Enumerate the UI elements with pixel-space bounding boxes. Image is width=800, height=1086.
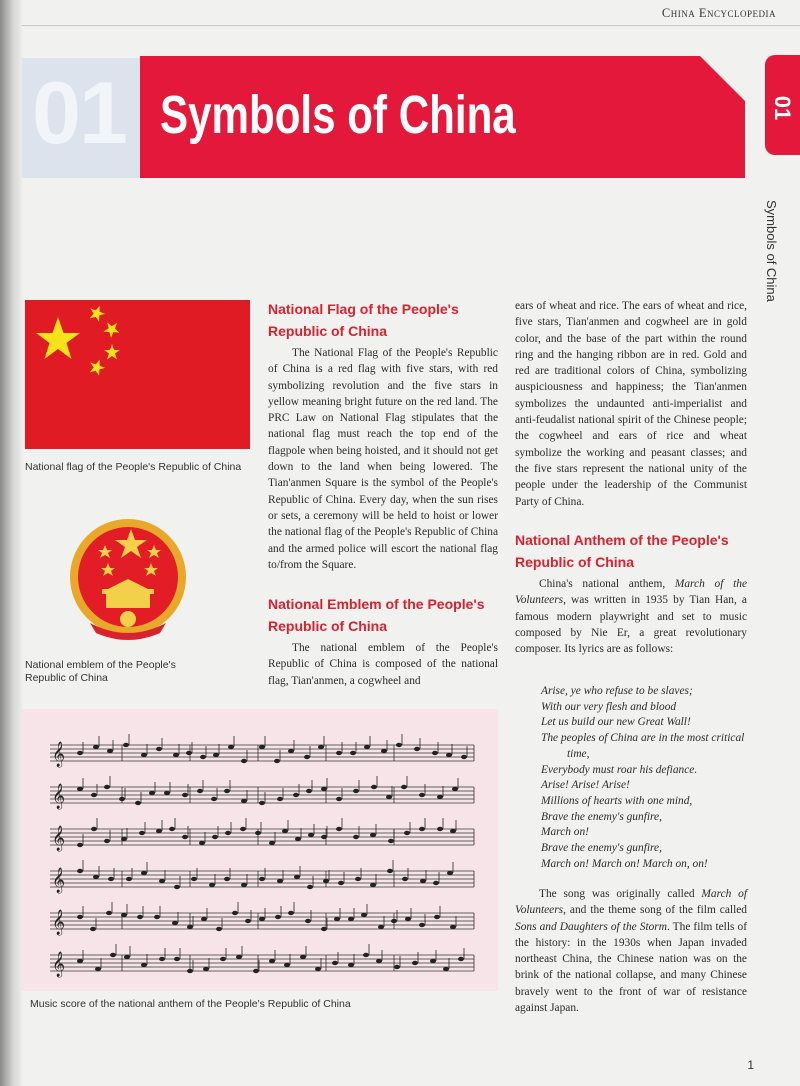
note-head — [90, 927, 96, 931]
note-head — [304, 755, 310, 759]
note-head — [275, 915, 281, 919]
note-head — [419, 923, 425, 927]
page-number: 1 — [747, 1058, 754, 1072]
anthem-lyrics — [515, 684, 747, 872]
note-head — [232, 911, 238, 915]
anthem-outro-text-3: . The film tells of the history: in the 1930s when Japan invaded northeast China, the Chinese nation was on the brink of the national collapse, and many Chinese bravely went to the front of war of resistance against Japan. — [515, 920, 747, 1015]
note-head — [450, 925, 456, 929]
note-head — [277, 879, 283, 883]
note-head — [123, 743, 129, 747]
lyric-line: With our very flesh and blood — [541, 700, 677, 713]
note-head — [107, 749, 113, 753]
note-head — [174, 885, 180, 889]
note-head — [141, 871, 147, 875]
running-header: China Encyclopedia — [661, 6, 776, 20]
lyric-line: Brave the enemy's gunfire, — [541, 810, 662, 823]
note-head — [135, 801, 141, 805]
note-head — [412, 961, 418, 965]
lyric-line: Arise! Arise! Arise! — [541, 779, 630, 792]
note-head — [332, 961, 338, 965]
note-head — [186, 751, 192, 755]
lyric-line: March on! March on! March on, on! — [541, 857, 708, 870]
note-head — [401, 785, 407, 789]
note-head — [450, 829, 456, 833]
note-head — [419, 827, 425, 831]
note-head — [77, 869, 83, 873]
note-head — [199, 841, 205, 845]
note-head — [371, 785, 377, 789]
note-head — [338, 881, 344, 885]
note-head — [447, 871, 453, 875]
note-head — [156, 747, 162, 751]
treble-clef-icon: 𝄞 — [52, 868, 66, 893]
anthem-outro-text: The song was originally called — [539, 888, 702, 900]
note-head — [336, 751, 342, 755]
note-head — [396, 743, 402, 747]
note-head — [420, 879, 426, 883]
treble-clef-icon: 𝄞 — [52, 952, 66, 977]
note-head — [361, 913, 367, 917]
music-staff — [50, 776, 474, 809]
note-head — [139, 831, 145, 835]
treble-clef-icon: 𝄞 — [52, 826, 66, 851]
lyric-line: The peoples of China are in the most critical time, — [541, 732, 745, 760]
note-head — [433, 881, 439, 885]
note-head — [228, 745, 234, 749]
note-head — [201, 917, 207, 921]
note-head — [305, 919, 311, 923]
note-head — [295, 837, 301, 841]
emblem-caption-line1: National emblem of the People's — [25, 659, 176, 671]
note-head — [253, 969, 259, 973]
note-head — [220, 957, 226, 961]
note-head — [156, 829, 162, 833]
lyric-line: March on! — [541, 826, 589, 839]
note-head — [402, 877, 408, 881]
emblem-section-paragraph: The national emblem of the People's Republic of China is composed of the national flag, Tian'anmen, a cogwheel and — [268, 642, 498, 687]
note-head — [321, 927, 327, 931]
note-head — [378, 925, 384, 929]
note-head — [164, 791, 170, 795]
national-emblem-image — [68, 515, 188, 640]
note-head — [269, 959, 275, 963]
note-head — [321, 787, 327, 791]
music-staff — [50, 734, 474, 767]
note-head — [404, 831, 410, 835]
note-head — [370, 883, 376, 887]
treble-clef-icon: 𝄞 — [52, 910, 66, 935]
note-head — [348, 963, 354, 967]
note-head — [121, 837, 127, 841]
header-rule — [22, 25, 800, 26]
note-head — [77, 843, 83, 847]
note-head — [437, 827, 443, 831]
music-staff — [50, 818, 474, 851]
note-head — [104, 785, 110, 789]
note-head — [187, 925, 193, 929]
note-head — [169, 827, 175, 831]
note-head — [348, 917, 354, 921]
note-head — [121, 913, 127, 917]
note-head — [159, 879, 165, 883]
note-head — [106, 911, 112, 915]
emblem-section-continued — [515, 298, 747, 510]
anthem-intro — [515, 576, 747, 657]
music-staff — [50, 944, 474, 977]
note-head — [224, 789, 230, 793]
note-head — [259, 745, 265, 749]
note-head — [353, 835, 359, 839]
note-head — [300, 955, 306, 959]
note-head — [159, 957, 165, 961]
note-head — [269, 841, 275, 845]
note-head — [95, 967, 101, 971]
flag-section-heading-line1: National Flag of the People's — [268, 301, 459, 317]
note-head — [209, 883, 215, 887]
note-head — [200, 755, 206, 759]
note-head — [306, 789, 312, 793]
anthem-title: March of the Volunteers — [515, 578, 747, 607]
note-head — [308, 833, 314, 837]
note-head — [350, 751, 356, 755]
note-head — [141, 963, 147, 967]
note-head — [376, 959, 382, 963]
note-head — [77, 959, 83, 963]
lyric-line: Millions of hearts with one mind, — [541, 794, 693, 807]
note-head — [437, 795, 443, 799]
note-head — [182, 835, 188, 839]
note-head — [288, 911, 294, 915]
note-head — [191, 877, 197, 881]
note-head — [386, 795, 392, 799]
emblem-continued-paragraph: ears of wheat and rice. The ears of wheat and rice, five stars, Tian'anmen and cogwheel are in gold color, and the base of the part within the round ring and the hanging ribbon are in red. Gold and red are traditional colors of China, symbolizing auspiciousness and happiness; the Tian'anmen symbolizes the undaunted anti-imperialist and anti-feudalist national spirit of the Chinese people; the cogwheel and ears of rice and wheat symbolize the working and peasant classes; and the five stars represent the national unity of the people under the leadership of the Communist Party of China. — [515, 300, 747, 508]
national-flag-image — [25, 300, 250, 449]
note-head — [355, 877, 361, 881]
side-chapter-label: Symbols of China — [764, 200, 779, 302]
emblem-section-body — [268, 640, 498, 689]
lyric-line: Everybody must roar his defiance. — [541, 763, 698, 776]
note-head — [211, 797, 217, 801]
note-head — [110, 953, 116, 957]
note-head — [241, 799, 247, 803]
note-head — [419, 793, 425, 797]
emblem-section-heading-line1: National Emblem of the People's — [268, 596, 485, 612]
note-head — [315, 967, 321, 971]
note-head — [216, 927, 222, 931]
note-head — [141, 753, 147, 757]
note-head — [381, 749, 387, 753]
note-head — [259, 877, 265, 881]
note-head — [370, 833, 376, 837]
note-head — [387, 869, 393, 873]
note-head — [446, 753, 452, 757]
lyric-line: Arise, ye who refuse to be slaves; — [541, 685, 693, 697]
note-head — [91, 793, 97, 797]
note-head — [336, 827, 342, 831]
note-head — [363, 953, 369, 957]
note-head — [321, 835, 327, 839]
note-head — [284, 963, 290, 967]
note-head — [293, 793, 299, 797]
note-head — [108, 877, 114, 881]
note-head — [77, 751, 83, 755]
anthem-outro — [515, 886, 747, 1016]
note-head — [458, 957, 464, 961]
note-head — [93, 745, 99, 749]
anthem-outro-text-2: , and the theme song of the film called — [563, 904, 747, 917]
note-head — [77, 787, 83, 791]
note-head — [443, 967, 449, 971]
note-head — [434, 915, 440, 919]
emblem-caption-line2: Republic of China — [25, 672, 108, 684]
chapter-number: 01 — [32, 63, 126, 162]
note-head — [259, 917, 265, 921]
note-head — [240, 827, 246, 831]
note-head — [137, 915, 143, 919]
flag-section-body — [268, 345, 498, 573]
note-head — [461, 755, 467, 759]
note-head — [225, 831, 231, 835]
note-head — [241, 883, 247, 887]
note-head — [124, 955, 130, 959]
lyric-line: Brave the enemy's gunfire, — [541, 842, 662, 855]
note-head — [173, 753, 179, 757]
note-head — [334, 917, 340, 921]
note-head — [236, 955, 242, 959]
flag-section-heading-line2: Republic of China — [268, 323, 387, 339]
note-head — [323, 879, 329, 883]
note-head — [336, 797, 342, 801]
flag-section-paragraph: The National Flag of the People's Republic of China is a red flag with five stars, with red symbolizing revolution and the five stars in yellow meaning bright future on the red land. The PRC Law on National Flag stipulates that the national flag must reach the top end of the flagpole when being hoisted, and it should not get down to the land when being lowered. The Tian'anmen Square is the symbol of the People's Republic of China. Every day, when the sun rises or sets, a ceremony will be held to hoist or lower the national flag of the People's Republic of China and the armed police will escort the national flag to/from the Square. — [268, 347, 498, 571]
note-head — [288, 749, 294, 753]
note-head — [203, 967, 209, 971]
note-head — [93, 875, 99, 879]
anthem-intro-text-2: , was written in 1935 by Tian Han, a famous modern playwright and set to music composed by Nie Er, a great revolutionary composer. Its lyrics are as follows: — [515, 594, 747, 656]
anthem-intro-text: China's national anthem, — [539, 578, 675, 590]
note-head — [126, 877, 132, 881]
note-head — [394, 965, 400, 969]
note-head — [388, 839, 394, 843]
note-head — [241, 759, 247, 763]
treble-clef-icon: 𝄞 — [52, 742, 66, 767]
note-head — [277, 797, 283, 801]
note-head — [353, 789, 359, 793]
note-head — [172, 921, 178, 925]
note-head — [307, 885, 313, 889]
note-head — [224, 877, 230, 881]
note-head — [259, 801, 265, 805]
anthem-section-heading-line2: Republic of China — [515, 554, 634, 570]
note-head — [77, 915, 83, 919]
note-head — [154, 915, 160, 919]
chapter-title: Symbols of China — [160, 85, 516, 145]
note-head — [414, 747, 420, 751]
music-score-image — [22, 709, 498, 991]
note-head — [294, 875, 300, 879]
lyric-line: Let us build our new Great Wall! — [541, 716, 691, 729]
note-head — [149, 791, 155, 795]
note-head — [318, 745, 324, 749]
note-head — [91, 827, 97, 831]
note-head — [364, 745, 370, 749]
note-head — [187, 969, 193, 973]
anthem-original-title: March of Volunteers — [515, 888, 747, 917]
emblem-section-heading-line2: Republic of China — [268, 618, 387, 634]
note-head — [104, 839, 110, 843]
note-head — [212, 835, 218, 839]
book-spine-shadow — [0, 0, 22, 1086]
music-staff — [50, 860, 474, 893]
note-head — [197, 789, 203, 793]
note-head — [213, 753, 219, 757]
note-head — [119, 797, 125, 801]
treble-clef-icon: 𝄞 — [52, 784, 66, 809]
note-head — [452, 787, 458, 791]
anthem-section-heading-line1: National Anthem of the People's — [515, 532, 729, 548]
score-caption: Music score of the national anthem of the People's Republic of China — [30, 998, 351, 1010]
side-chapter-number: 01 — [770, 95, 795, 121]
note-head — [430, 959, 436, 963]
note-head — [245, 919, 251, 923]
note-head — [182, 793, 188, 797]
note-head — [274, 759, 280, 763]
film-title: Sons and Daughters of the Storm — [515, 920, 667, 933]
note-head — [282, 829, 288, 833]
note-head — [174, 957, 180, 961]
note-head — [432, 751, 438, 755]
music-staff — [50, 902, 474, 935]
flag-caption: National flag of the People's Republic of China — [25, 461, 242, 473]
note-head — [255, 831, 261, 835]
note-head — [391, 919, 397, 923]
note-head — [405, 917, 411, 921]
